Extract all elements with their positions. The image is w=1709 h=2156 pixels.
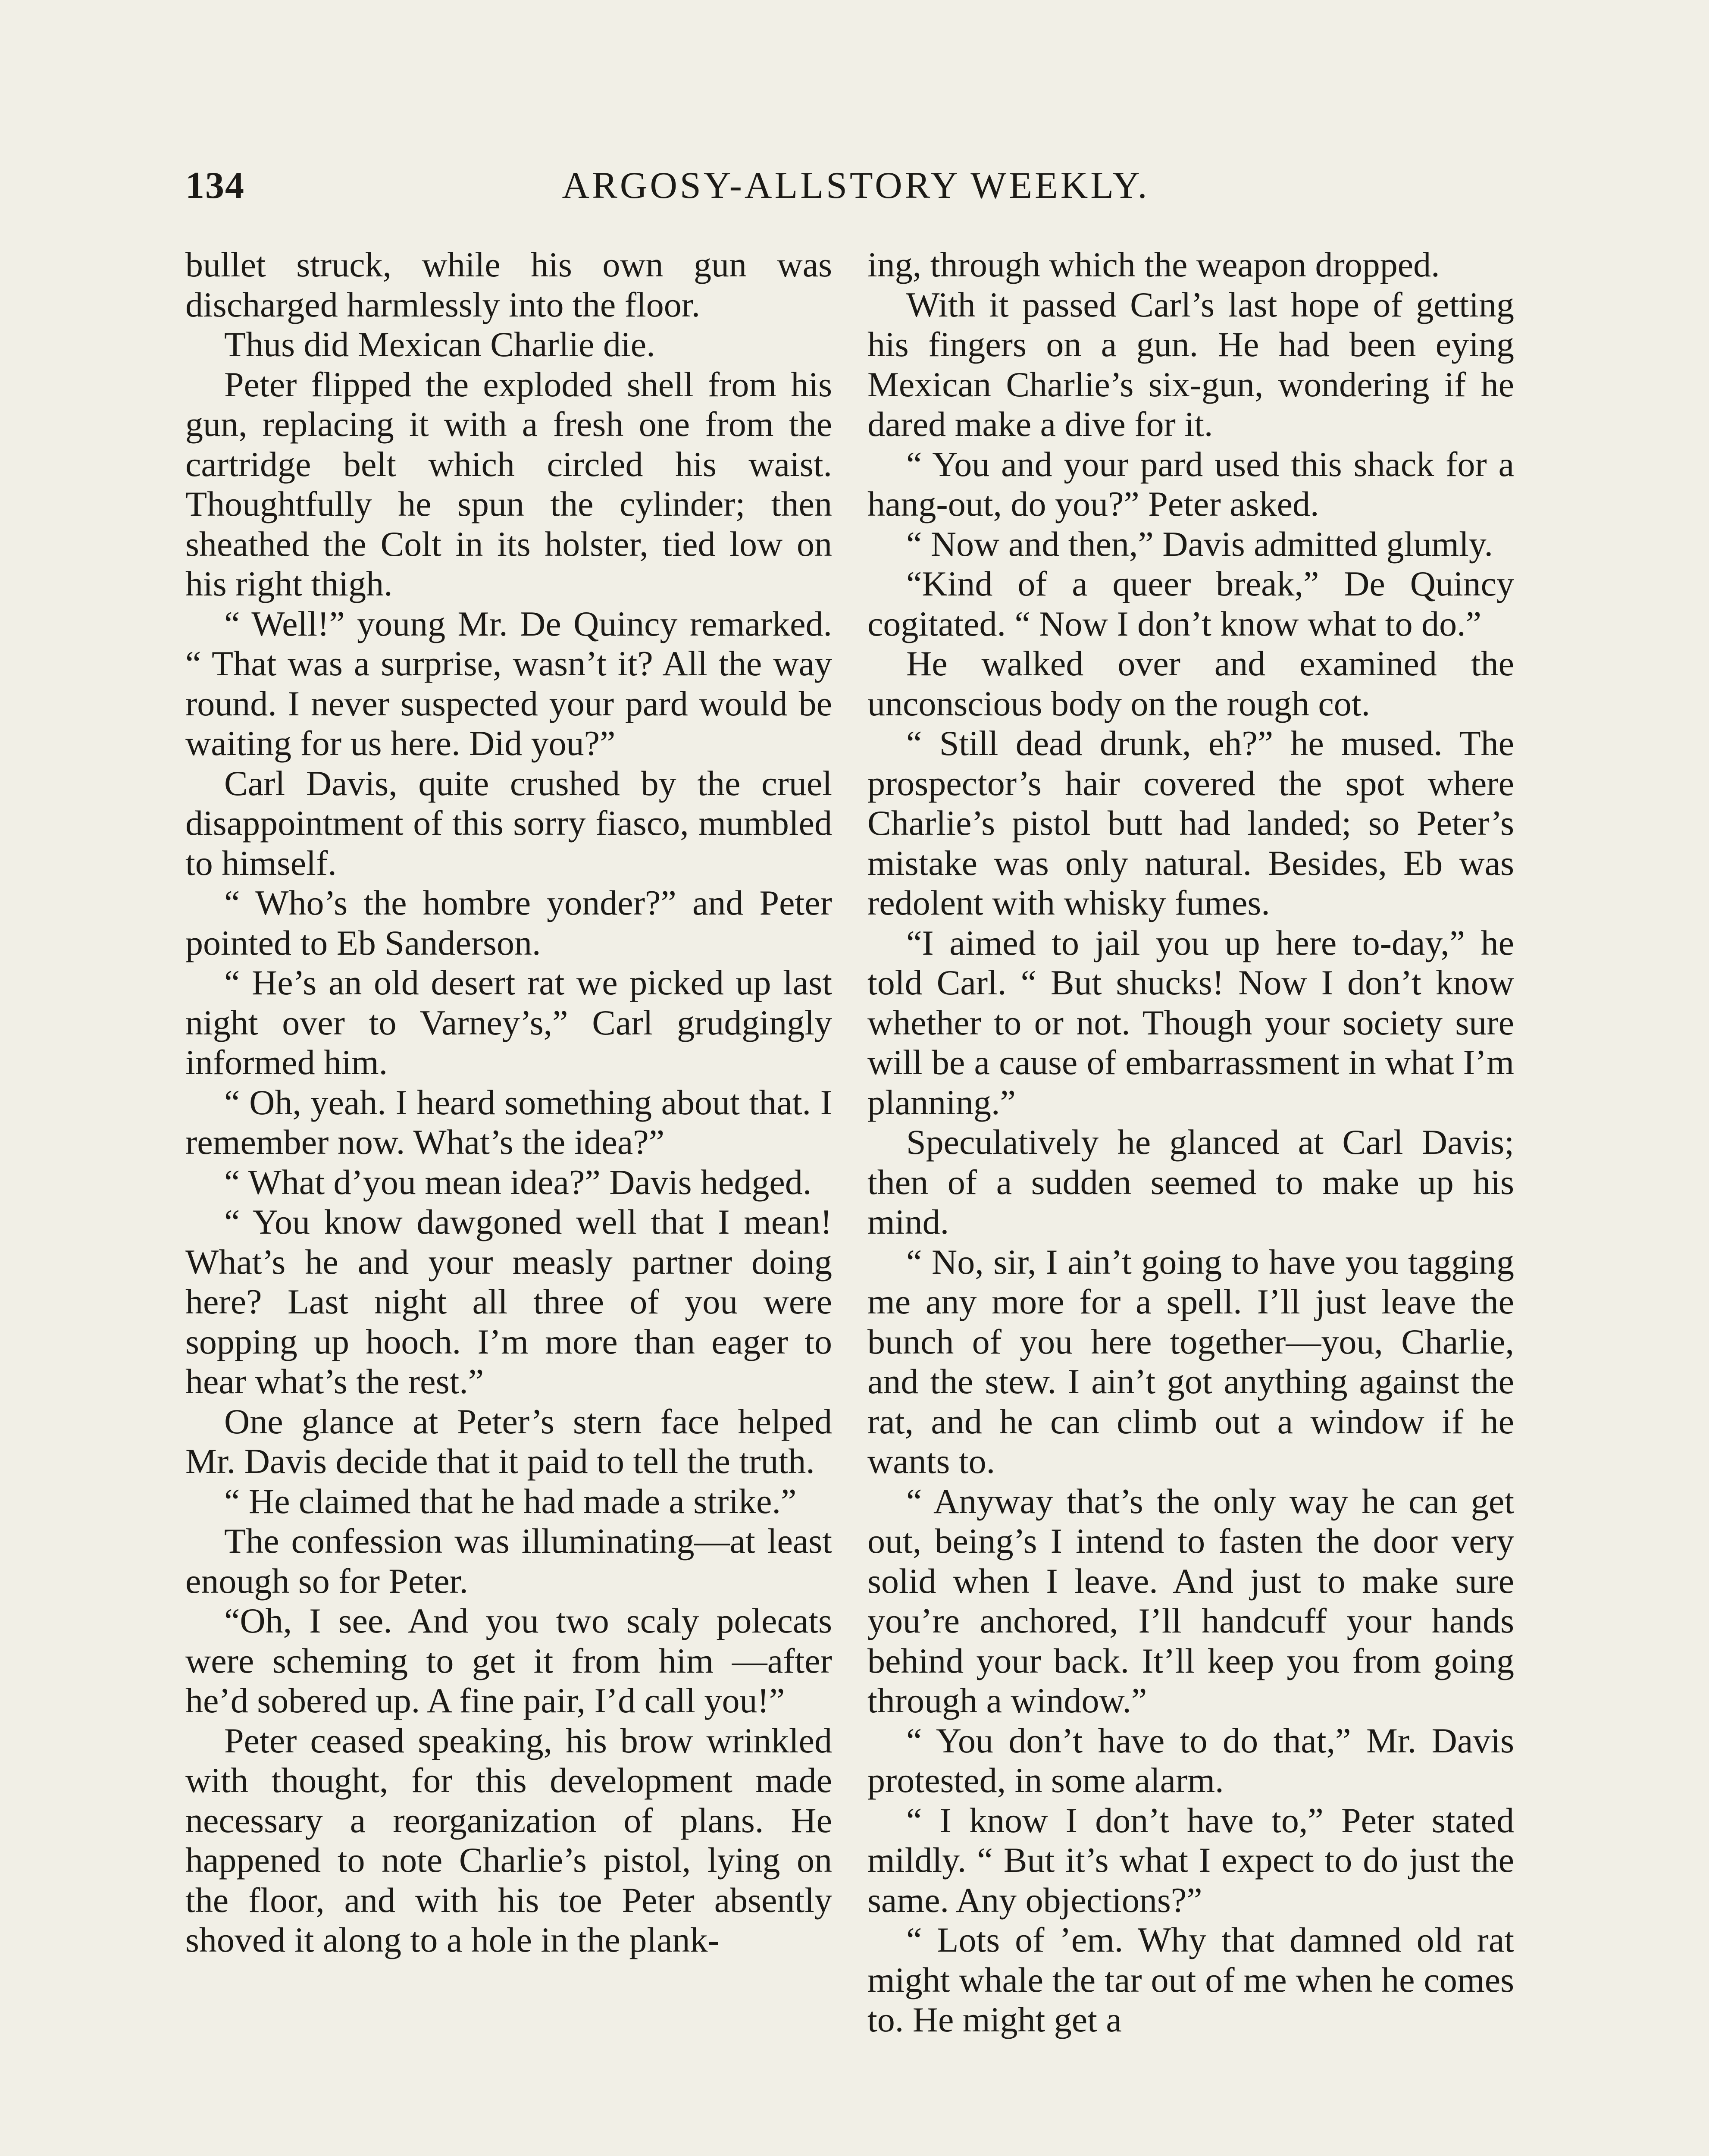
paragraph: “ Lots of ’em. Why that damned old rat might whale the tar out of me when he comes to. He might get a bbox=[867, 1920, 1514, 2039]
paragraph: “ Who’s the hombre yonder?” and Peter pointed to Eb Sanderson. bbox=[185, 883, 832, 962]
paragraph: bullet struck, while his own gun was discharged harmlessly into the floor. bbox=[185, 245, 832, 324]
paragraph: Carl Davis, quite crushed by the cruel disappointment of this sorry fiasco, mumbled to himself. bbox=[185, 763, 832, 883]
paragraph: “ I know I don’t have to,” Peter stated mildly. “ But it’s what I expect to do just the same. Any objections?” bbox=[867, 1800, 1514, 1920]
page-number: 134 bbox=[185, 165, 245, 207]
paragraph: “I aimed to jail you up here to-day,” he told Carl. “ But shucks! Now I don’t know whether to or not. Though your society sure will be a cause of embarrassment in what I’m planning.” bbox=[867, 923, 1514, 1122]
paragraph: Speculatively he glanced at Carl Davis; then of a sudden seemed to make up his mind. bbox=[867, 1122, 1514, 1241]
paragraph: “ Now and then,” Davis admitted glumly. bbox=[906, 524, 1493, 564]
paragraph: “ He’s an old desert rat we picked up last night over to Varney’s,” Carl grudgingly informed him. bbox=[185, 963, 832, 1082]
paragraph: He walked over and examined the unconscious body on the rough cot. bbox=[867, 644, 1514, 723]
paragraph: “ You don’t have to do that,” Mr. Davis protested, in some alarm. bbox=[867, 1720, 1514, 1800]
running-head: ARGOSY-ALLSTORY WEEKLY. bbox=[562, 165, 1150, 207]
page-header bbox=[185, 164, 1526, 220]
paragraph: “ Anyway that’s the only way he can get out, being’s I intend to fasten the door very solid when I leave. And just to make sure you’re anchored, I’ll handcuff your hands behind your back. It’ll keep you from going through a window.” bbox=[867, 1481, 1514, 1720]
paragraph: Peter ceased speaking, his brow wrinkled with thought, for this development made necessary a reorganization of plans. He happened to note Charlie’s pistol, lying on the floor, and with his toe Peter absently shoved it along to a hole in the plank- bbox=[185, 1720, 832, 1959]
paragraph: “Oh, I see. And you two scaly polecats were scheming to get it from him —after he’d sobered up. A fine pair, I’d call you!” bbox=[185, 1601, 832, 1720]
paragraph: With it passed Carl’s last hope of getting his fingers on a gun. He had been eying Mexican Charlie’s six-gun, wondering if he dared make a dive for it. bbox=[867, 285, 1514, 444]
paragraph: “ You know dawgoned well that I mean! What’s he and your measly partner doing here? Last night all three of you were sopping up hooch. I’m more than eager to hear what’s the rest.” bbox=[185, 1202, 832, 1401]
paragraph: Peter flipped the exploded shell from his gun, replacing it with a fresh one from the cartridge belt which circled his waist. Thoughtfully he spun the cylinder; then sheathed the Colt in its holster, tied low on his right thigh. bbox=[185, 364, 832, 603]
paragraph: The confession was illuminating—at least enough so for Peter. bbox=[185, 1521, 832, 1601]
paragraph: “ He claimed that he had made a strike.” bbox=[224, 1481, 797, 1521]
paragraph: “ You and your pard used this shack for a hang-out, do you?” Peter asked. bbox=[867, 444, 1514, 523]
paragraph: “ Oh, yeah. I heard something about that. I remember now. What’s the idea?” bbox=[185, 1082, 832, 1162]
paragraph: ing, through which the weapon dropped. bbox=[867, 245, 1440, 284]
paragraph: “ No, sir, I ain’t going to have you tagging me any more for a spell. I’ll just leave the bunch of you here together—you, Charlie, and the stew. I ain’t got anything against the rat, and he can climb out a window if he wants to. bbox=[867, 1242, 1514, 1481]
right-text-column bbox=[867, 245, 1514, 2040]
left-text-column bbox=[185, 245, 832, 1960]
paragraph: “ Well!” young Mr. De Quincy remarked. “ That was a surprise, wasn’t it? All the way round. I never suspected your pard would be waiting for us here. Did you?” bbox=[185, 604, 832, 763]
paragraph: “ What d’you mean idea?” Davis hedged. bbox=[224, 1162, 812, 1202]
paragraph: Thus did Mexican Charlie die. bbox=[224, 325, 655, 364]
paragraph: “ Still dead drunk, eh?” he mused. The prospector’s hair covered the spot where Charlie’s pistol butt had landed; so Peter’s mistake was only natural. Besides, Eb was redolent with whisky fumes. bbox=[867, 724, 1514, 922]
paragraph: “Kind of a queer break,” De Quincy cogitated. “ Now I don’t know what to do.” bbox=[867, 564, 1514, 643]
paragraph: One glance at Peter’s stern face helped Mr. Davis decide that it paid to tell the truth. bbox=[185, 1401, 832, 1481]
